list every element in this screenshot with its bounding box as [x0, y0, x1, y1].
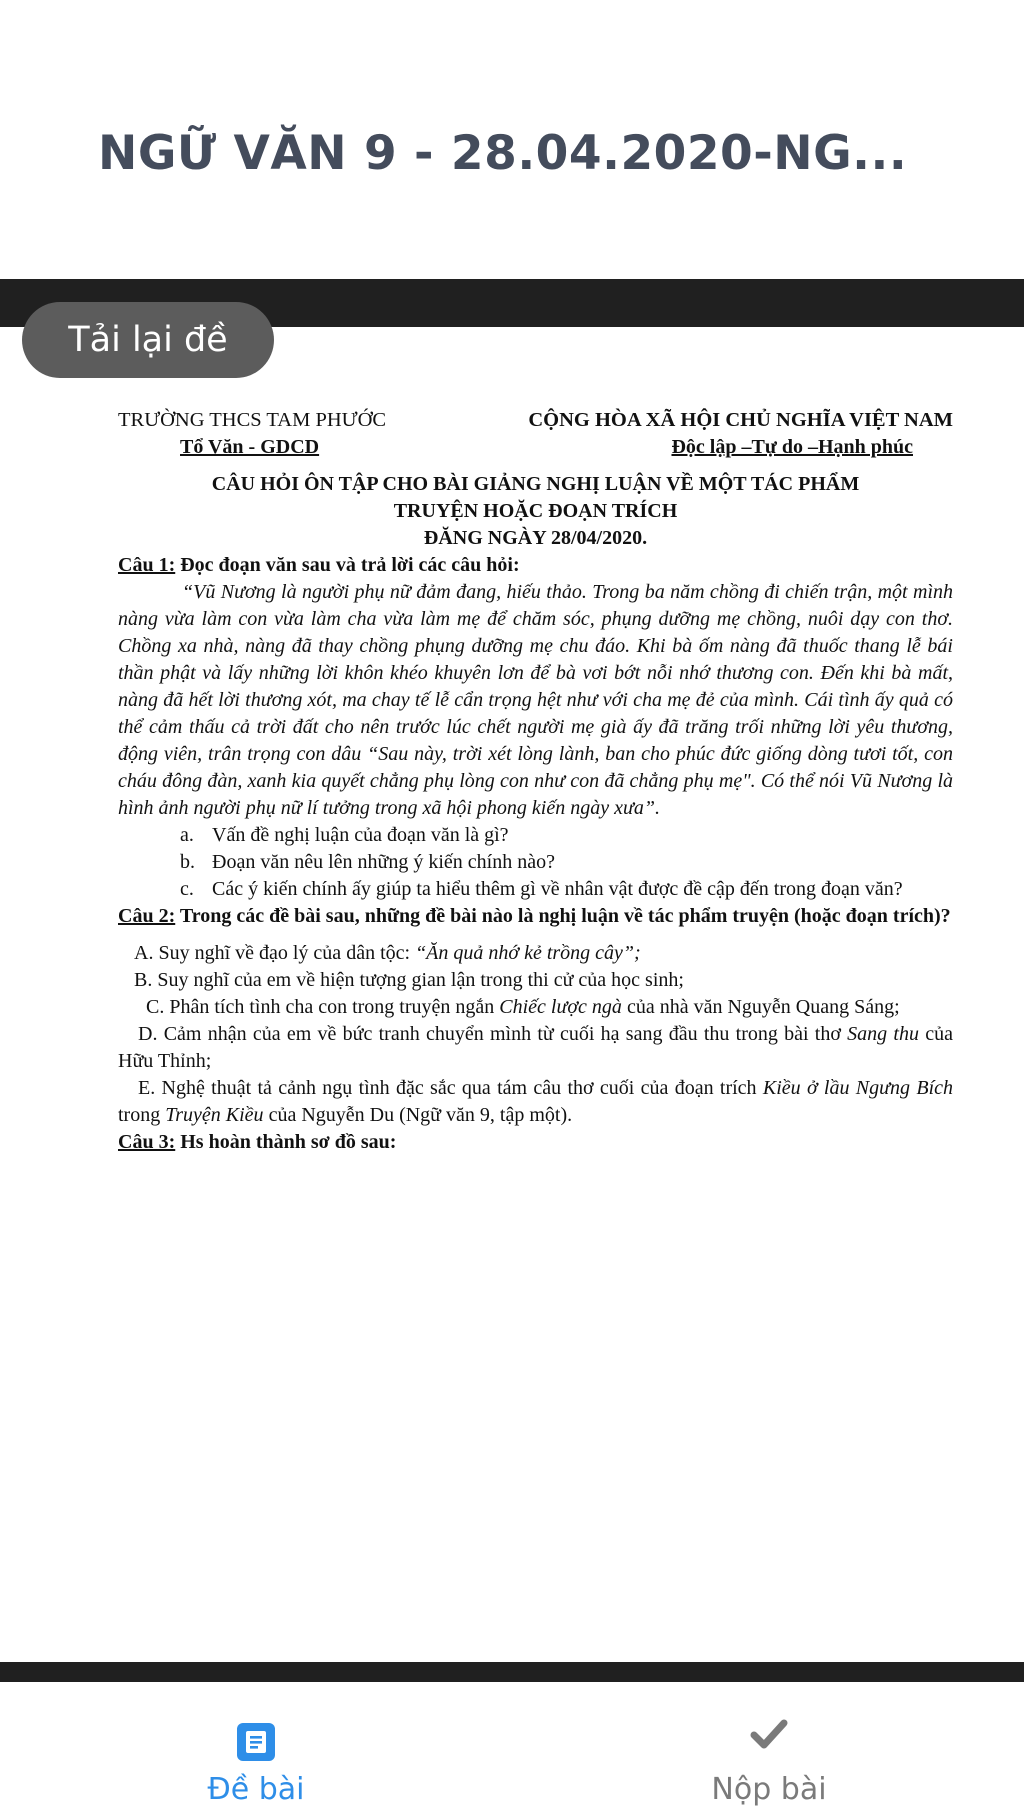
page-title: NGỮ VĂN 9 - 28.04.2020-NG... [98, 126, 908, 181]
doc-title-2: TRUYỆN HOẶC ĐOẠN TRÍCH [393, 500, 678, 522]
option-d [118, 1021, 953, 1075]
sub-question-text: Các ý kiến chính ấy giúp ta hiểu thêm gì về nhân vật được đề cập đến trong đoạn văn? [212, 878, 903, 900]
option-a-text: A. Suy nghĩ về đạo lý của dân tộc: [134, 942, 416, 964]
option-c [118, 994, 953, 1021]
document-viewer[interactable] [0, 327, 1024, 1662]
option-d-title: Sang thu [847, 1023, 919, 1045]
check-icon [749, 1714, 789, 1754]
sub-question-key: c. [180, 878, 194, 900]
option-e-tail: của Nguyễn Du (Ngữ văn 9, tập một). [263, 1104, 573, 1126]
option-e-text: E. Nghệ thuật tả cảnh ngụ tình đặc sắc qua tám câu thơ cuối của đoạn trích [138, 1077, 763, 1099]
department-name: Tổ Văn - GDCD [180, 436, 320, 458]
question-2 [118, 903, 953, 930]
tab-nop-bai-label: Nộp bài [711, 1772, 827, 1807]
nation-name: CỘNG HÒA XÃ HỘI CHỦ NGHĨA VIỆT NAM [528, 409, 953, 431]
sub-question [118, 849, 953, 876]
viewer-bottom-bar [0, 1662, 1024, 1682]
question-3-text: Hs hoàn thành sơ đồ sau: [175, 1131, 397, 1153]
sub-question [118, 822, 953, 849]
option-d-tail: của Hữu Thỉnh; [118, 1023, 953, 1072]
option-a-quote: “Ăn quả nhớ kẻ trồng cây”; [415, 942, 641, 964]
question-3 [118, 1129, 953, 1156]
sub-question-key: a. [180, 824, 194, 846]
option-e [118, 1075, 953, 1129]
question-3-label: Câu 3: [118, 1131, 176, 1153]
school-name: TRƯỜNG THCS TAM PHƯỚC [118, 409, 387, 431]
reload-exam-button[interactable]: Tải lại đề [22, 302, 274, 378]
option-c-title: Chiếc lược ngà [499, 996, 622, 1018]
option-a [118, 940, 953, 967]
question-2-text: Trong các đề bài sau, những đề bài nào là nghị luận về tác phẩm truyện (hoặc đoạn trích)? [175, 905, 951, 927]
option-c-tail: của nhà văn Nguyễn Quang Sáng; [621, 996, 900, 1018]
question-1 [118, 552, 953, 579]
doc-title-3: ĐĂNG NGÀY 28/04/2020. [423, 527, 648, 549]
sub-question [118, 876, 953, 903]
option-b: B. Suy nghĩ của em về hiện tượng gian lận trong thi cử của học sinh; [134, 969, 684, 991]
tab-nop-bai[interactable] [619, 1682, 919, 1820]
option-e-title-1: Kiều ở lầu Ngưng Bích [762, 1077, 954, 1099]
option-c-text: C. Phân tích tình cha con trong truyện ngắn [146, 996, 500, 1018]
option-d-text: D. Cảm nhận của em về bức tranh chuyển mình từ cuối hạ sang đầu thu trong bài thơ [138, 1023, 848, 1045]
option-e-mid: trong [118, 1104, 166, 1126]
sub-question-text: Đoạn văn nêu lên những ý kiến chính nào? [212, 851, 555, 873]
tab-de-bai-label: Đề bài [207, 1772, 305, 1807]
exam-document [118, 407, 953, 1156]
doc-title-1: CÂU HỎI ÔN TẬP CHO BÀI GIẢNG NGHỊ LUẬN VỀ MỘT TÁC PHẨM [211, 473, 860, 495]
app-header [0, 0, 1024, 279]
option-e-title-2: Truyện Kiều [165, 1104, 264, 1126]
question-2-label: Câu 2: [118, 905, 176, 927]
question-1-text: Đọc đoạn văn sau và trả lời các câu hỏi: [175, 554, 520, 576]
question-1-passage: “Vũ Nương là người phụ nữ đảm đang, hiếu thảo. Trong ba năm chồng đi chiến trận, một mình nàng vừa làm con vừa làm cha vừa làm mẹ để chăm sóc, phụng dưỡng mẹ chồng, nuôi dạy con thơ. Chồng xa nhà, nàng đã thay chồng phụng dưỡng mẹ chu đáo. Khi bà ốm nàng đã thuốc thang lễ bái thần phật và lấy những lời khôn khéo khuyên lơn để bà vơi bớt nỗi nhớ thương con. Đến khi bà mất, nàng đã hết lời thương xót, ma chay tế lễ cẩn trọng hệt như với cha mẹ đẻ của mình. Cái tình ấy quả có thể cảm thấu cả trời đất cho nên trước lúc chết người mẹ già ấy đã trăng trối những lời yêu thương, động viên, trân trọng con dâu “Sau này, trời xét lòng lành, ban cho phúc đức giống dòng tươi tốt, con cháu đông đàn, xanh kia quyết chẳng phụ lòng con như con đã chẳng phụ mẹ". Có thể nói Vũ Nương là hình ảnh người phụ nữ lí tưởng trong xã hội phong kiến ngày xưa”. [118, 581, 953, 819]
tab-de-bai[interactable] [106, 1682, 406, 1820]
sub-question-text: Vấn đề nghị luận của đoạn văn là gì? [212, 824, 509, 846]
document-icon [236, 1722, 276, 1762]
question-1-label: Câu 1: [118, 554, 176, 576]
bottom-tab-bar [0, 1682, 1024, 1820]
national-motto: Độc lập –Tự do –Hạnh phúc [671, 436, 913, 458]
sub-question-key: b. [180, 851, 195, 873]
